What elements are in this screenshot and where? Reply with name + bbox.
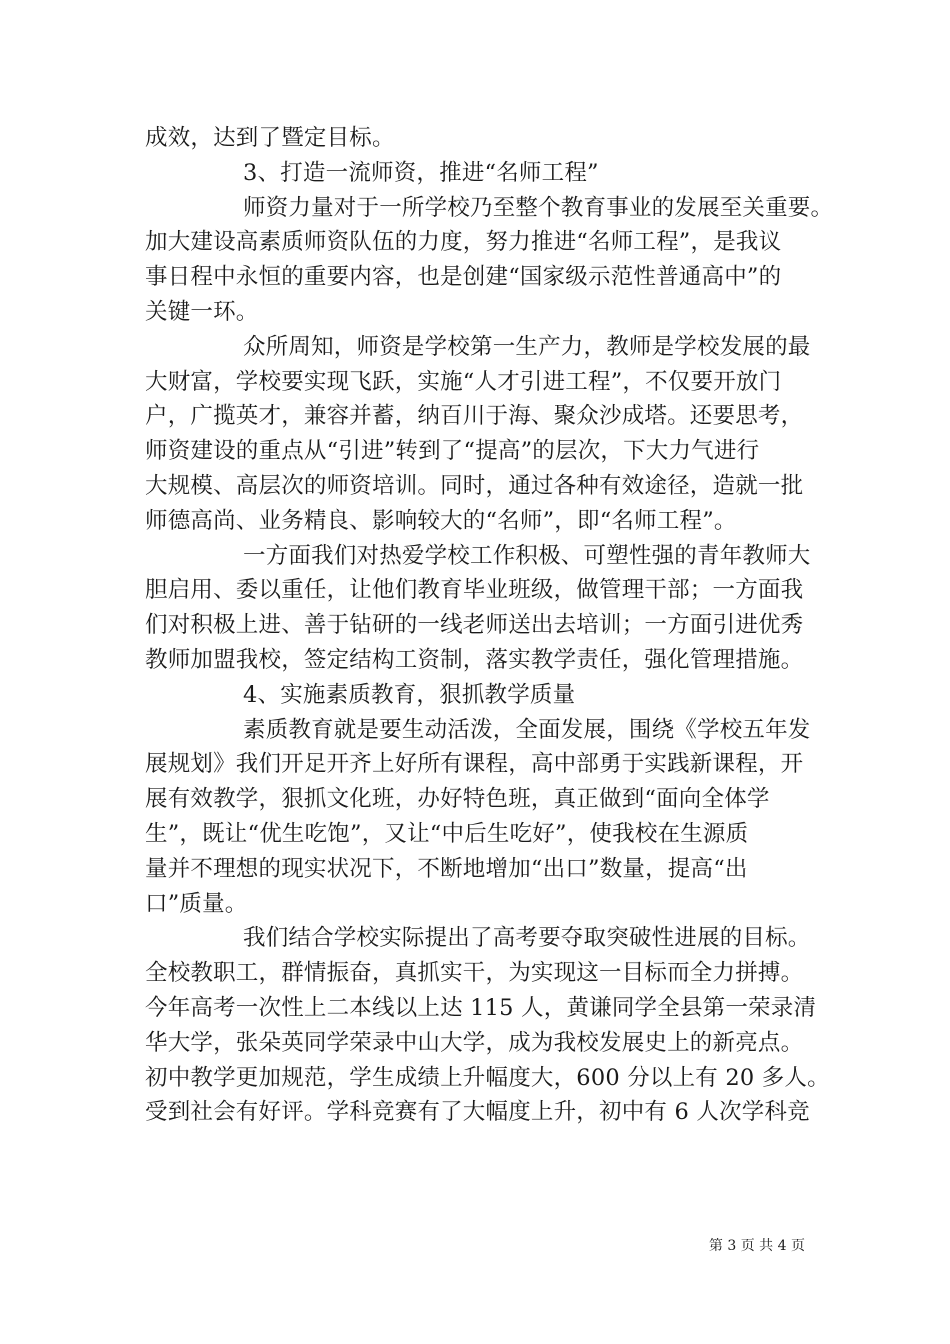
section-heading: 3、打造一流师资，推进“名师工程”: [243, 159, 599, 186]
text-line: 关键一环。: [145, 298, 259, 325]
text-line: 华大学，张朵英同学荣录中山大学，成为我校发展史上的新亮点。: [145, 1029, 804, 1056]
text-line: 成效，达到了暨定目标。: [145, 125, 395, 151]
text-line: 加大建设高素质师资队伍的力度，努力推进“名师工程”，是我议: [145, 229, 782, 256]
page-number: 第 3 页 共 4 页: [708, 1238, 805, 1254]
text-line: 大规模、高层次的师资培训。同时，通过各种有效途径，造就一批: [145, 472, 804, 499]
paragraph-start: 一方面我们对热爱学校工作积极、可塑性强的青年教师大: [243, 542, 811, 569]
body-text: [145, 121, 834, 1130]
text-line: 展有效教学，狠抓文化班，办好特色班，真正做到“面向全体学: [145, 786, 770, 813]
paragraph-start: 师资力量对于一所学校乃至整个教育事业的发展至关重要。: [243, 194, 834, 221]
text-line: 户，广揽英才，兼容并蓄，纳百川于海、聚众沙成塔。还要思考，: [145, 403, 804, 430]
text-line: 胆启用、委以重任，让他们教育毕业班级，做管理干部；一方面我: [145, 577, 804, 604]
text-line: 今年高考一次性上二本线以上达 115 人，黄谦同学全县第一荣录清: [145, 994, 817, 1021]
text-line: 受到社会有好评。学科竞赛有了大幅度上升，初中有 6 人次学科竞: [145, 1099, 810, 1126]
text-line: 展规划》我们开足开齐上好所有课程，高中部勇于实践新课程，开: [145, 751, 804, 778]
text-line: 师德高尚、业务精良、影响较大的“名师”，即“名师工程”。: [145, 507, 737, 534]
text-line: 生”，既让“优生吃饱”，又让“中后生吃好”，使我校在生源质: [145, 820, 749, 847]
text-line: 教师加盟我校，签定结构工资制，落实教学责任，强化管理措施。: [145, 646, 804, 673]
paragraph-start: 素质教育就是要生动活泼，全面发展，围绕《学校五年发: [243, 716, 811, 743]
text-line: 师资建设的重点从“引进”转到了“提高”的层次，下大力气进行: [145, 438, 760, 465]
text-line: 事日程中永恒的重要内容，也是创建“国家级示范性普通高中”的: [145, 264, 782, 291]
text-line: 全校教职工，群情振奋，真抓实干，为实现这一目标而全力拼搏。: [145, 960, 804, 987]
text-line: 大财富，学校要实现飞跃，实施“人才引进工程”，不仅要开放门: [145, 368, 782, 395]
text-line: 们对积极上进、善于钻研的一线老师送出去培训；一方面引进优秀: [145, 612, 804, 639]
paragraph-start: 我们结合学校实际提出了高考要夺取突破性进展的目标。: [243, 925, 811, 952]
text-line: 量并不理想的现实状况下，不断地增加“出口”数量，提高“出: [145, 855, 748, 882]
text-line: 初中教学更加规范，学生成绩上升幅度大，600 分以上有 20 多人。: [145, 1064, 830, 1091]
text-line: 口”质量。: [145, 890, 248, 917]
paragraph-start: 众所周知，师资是学校第一生产力，教师是学校发展的最: [243, 333, 811, 360]
section-heading: 4、实施素质教育，狠抓教学质量: [243, 681, 576, 708]
